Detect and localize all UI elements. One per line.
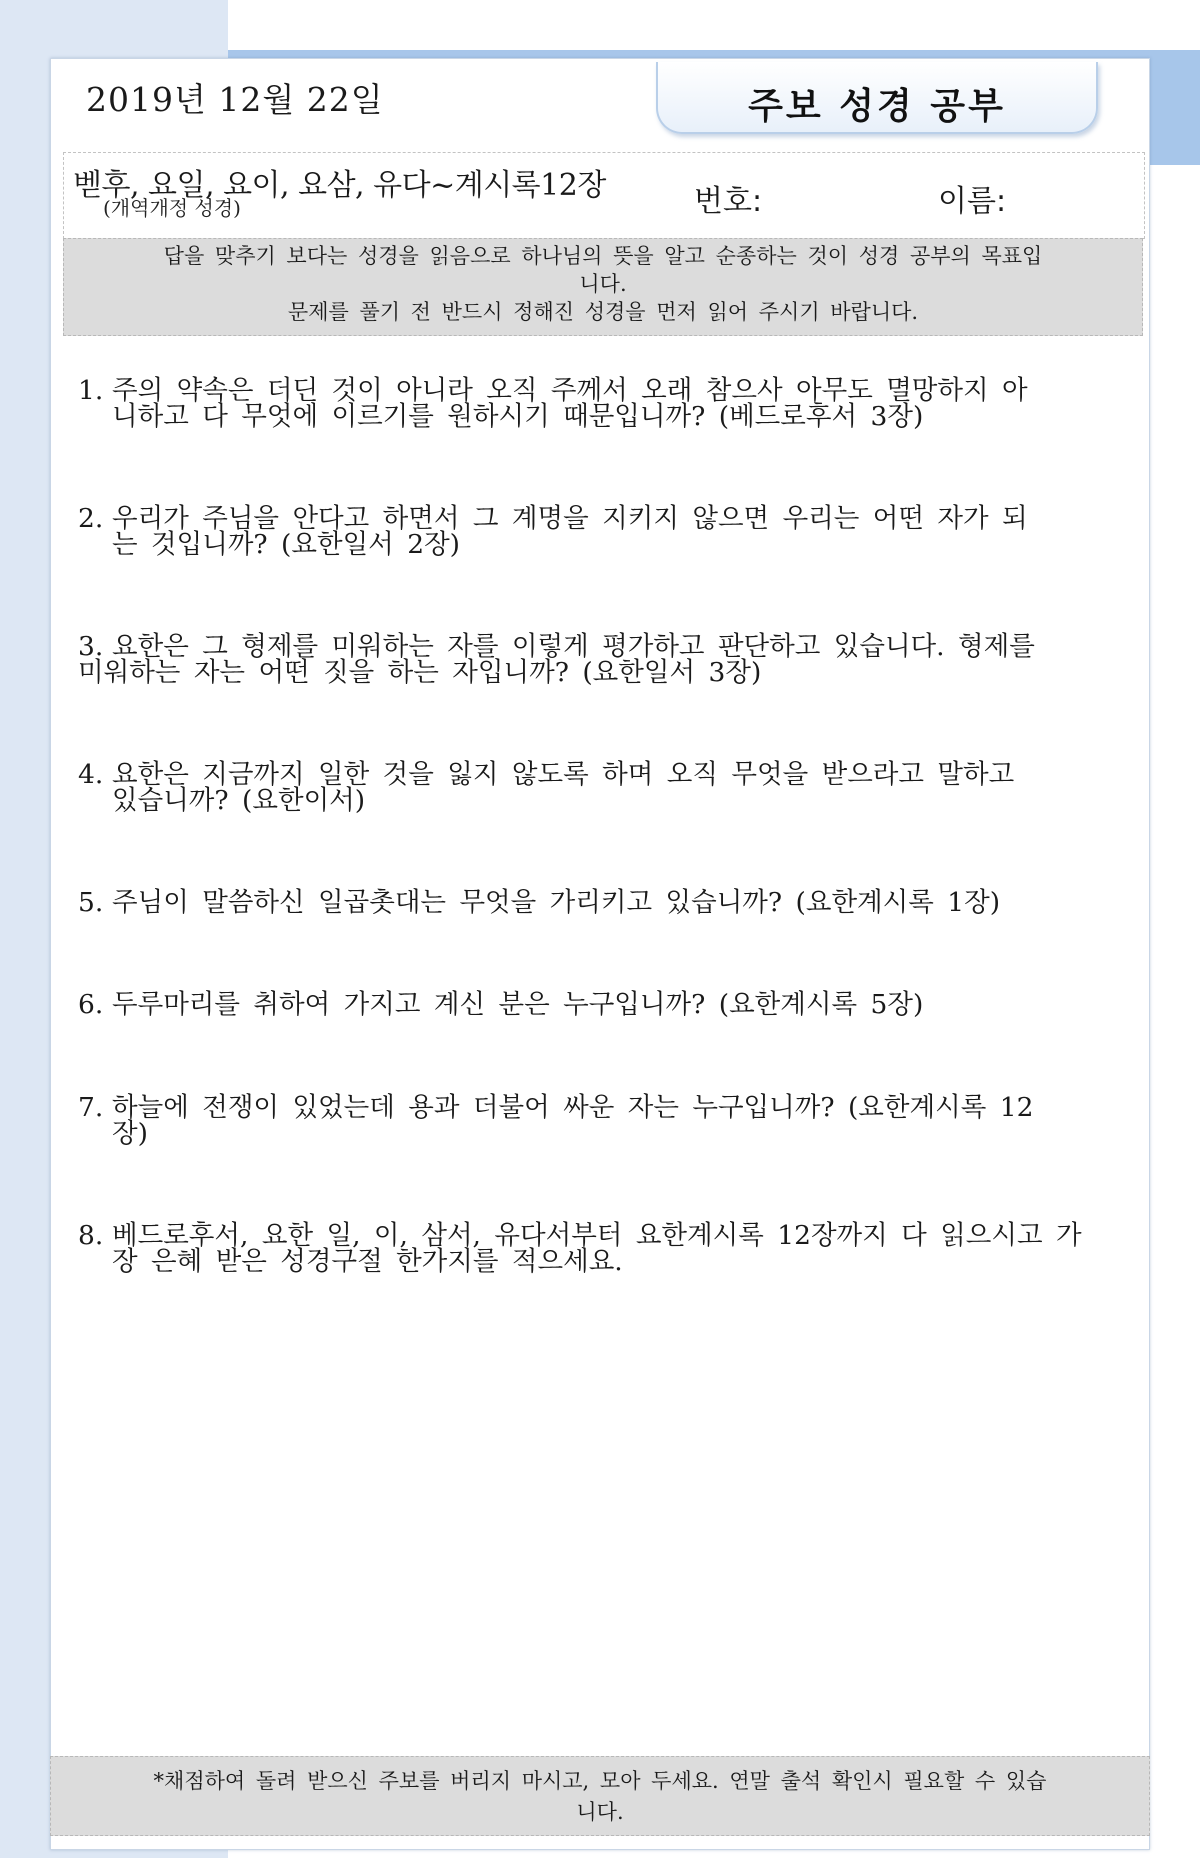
question-item	[78, 1092, 1118, 1149]
question-text: 두루마리를 취하여 가지고 계신 분은 누구입니까? (요한계시록 5장)	[112, 989, 924, 1020]
instruction-line: 문제를 풀기 전 반드시 정해진 성경을 먼저 읽어 주시기 바랍니다.	[287, 300, 919, 324]
question-text: 미워하는 자는 어떤 짓을 하는 자입니까? (요한일서 3장)	[78, 657, 762, 688]
question-item	[78, 1220, 1118, 1277]
question-text: 베드로후서, 요한 일, 이, 삼서, 유다서부터 요한계시록 12장까지 다 읽으시고 가	[112, 1220, 1082, 1251]
question-number: 2.	[78, 503, 104, 534]
bible-version: (개역개정 성경)	[103, 196, 241, 220]
reading-range: 벧후, 요일, 요이, 요삼, 유다~계시록12장	[73, 168, 606, 203]
footer-note	[50, 1756, 1150, 1836]
question-number: 4.	[78, 759, 104, 790]
question-item	[78, 631, 1118, 688]
question-text: 는 것입니까? (요한일서 2장)	[112, 529, 461, 560]
question-number: 6.	[78, 989, 104, 1020]
question-item	[78, 989, 1118, 1020]
page-title: 주보 성경 공부	[748, 86, 1006, 127]
question-text: 요한은 지금까지 일한 것을 잃지 않도록 하며 오직 무엇을 받으라고 말하고	[112, 759, 1015, 790]
question-number: 7.	[78, 1092, 104, 1123]
number-field-label: 번호:	[694, 184, 763, 219]
question-number: 1.	[78, 375, 104, 406]
question-number: 3.	[78, 631, 104, 662]
footer-line: 니다.	[576, 1800, 624, 1824]
instruction-line: 니다.	[579, 272, 627, 296]
instructions-box	[63, 238, 1143, 336]
question-item	[78, 375, 1118, 432]
question-text: 하늘에 전쟁이 있었는데 용과 더불어 싸운 자는 누구입니까? (요한계시록 12	[112, 1092, 1034, 1123]
question-text: 장)	[112, 1118, 148, 1149]
question-text: 있습니까? (요한이서)	[112, 785, 366, 816]
question-item	[78, 503, 1118, 560]
background-right-band	[1150, 50, 1200, 165]
question-text: 장 은혜 받은 성경구절 한가지를 적으세요.	[112, 1246, 623, 1277]
footer-line: *채점하여 돌려 받으신 주보를 버리지 마시고, 모아 두세요. 연말 출석 확인시 필요할 수 있습	[153, 1769, 1047, 1793]
question-item	[78, 887, 1118, 918]
question-item	[78, 759, 1118, 816]
date-label: 2019년 12월 22일	[86, 80, 384, 119]
question-text: 주님이 말씀하신 일곱촛대는 무엇을 가리키고 있습니까? (요한계시록 1장)	[112, 887, 1001, 918]
title-tab	[656, 62, 1098, 134]
question-text: 주의 약속은 더딘 것이 아니라 오직 주께서 오래 참으사 아무도 멸망하지 아	[112, 375, 1028, 406]
question-number: 8.	[78, 1220, 104, 1251]
question-text: 니하고 다 무엇에 이르기를 원하시기 때문입니까? (베드로후서 3장)	[112, 401, 924, 432]
question-text: 요한은 그 형제를 미워하는 자를 이렇게 평가하고 판단하고 있습니다. 형제를	[112, 631, 1035, 662]
question-number: 5.	[78, 887, 104, 918]
question-text: 우리가 주님을 안다고 하면서 그 계명을 지키지 않으면 우리는 어떤 자가 되	[112, 503, 1028, 534]
name-field-label: 이름:	[938, 184, 1007, 219]
instruction-line: 답을 맞추기 보다는 성경을 읽음으로 하나님의 뜻을 알고 순종하는 것이 성경 공부의 목표입	[163, 244, 1043, 268]
